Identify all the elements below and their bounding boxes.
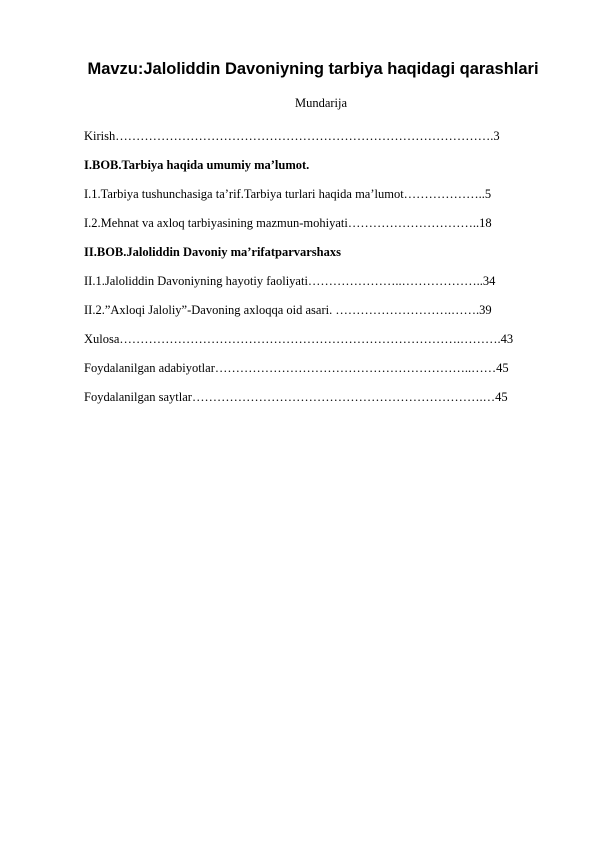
toc-entry-1-1: I.1.Tarbiya tushunchasiga ta’rif.Tarbiya turlari haqida ma’lumot………………..5 xyxy=(84,187,492,201)
toc-entry-conclusion: Xulosa……………………………………………………………………….……….43 xyxy=(84,332,514,346)
page-title: Mavzu:Jaloliddin Davoniyning tarbiya haqidagi qarashlari xyxy=(87,60,539,78)
contents-heading: Mundarija xyxy=(294,96,348,110)
toc-chapter-2-heading: II.BOB.Jaloliddin Davoniy ma’rifatparvarshaxs xyxy=(84,245,341,259)
toc-entry-2-2: II.2.”Axloqi Jaloliy”-Davoning axloqqa oid asari. ……………………….…….39 xyxy=(84,303,492,317)
toc-entry-2-1: II.1.Jaloliddin Davoniyning hayotiy faoliyati…………………..………………..34 xyxy=(84,274,496,288)
toc-entry-websites: Foydalanilgan saytlar…………………………………………………………….…45 xyxy=(84,390,508,404)
toc-entry-1-2: I.2.Mehnat va axloq tarbiyasining mazmun-mohiyati…………………………..18 xyxy=(84,216,492,230)
toc-entry-references: Foydalanilgan adabiyotlar……………………………………………………..……45 xyxy=(84,361,509,375)
table-of-contents xyxy=(84,126,554,416)
toc-chapter-1-heading: I.BOB.Tarbiya haqida umumiy ma’lumot. xyxy=(84,158,310,172)
toc-entry-introduction: Kirish……………………………………………………………………………….3 xyxy=(84,129,500,143)
